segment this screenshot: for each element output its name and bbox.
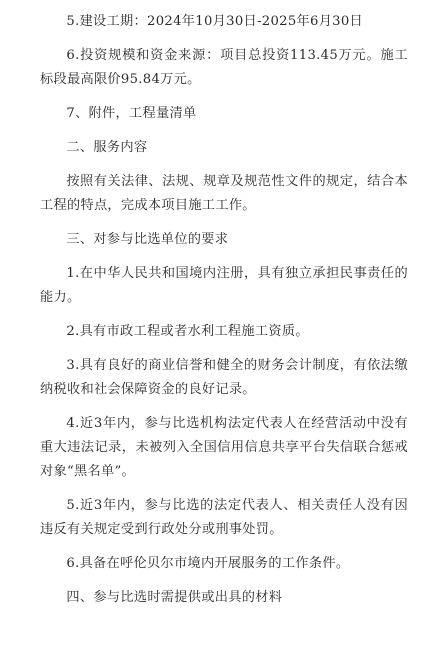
requirement-item-1: 1.在中华人民共和国境内注册，具有独立承担民事责任的能力。 [40, 266, 408, 305]
requirement-item-4: 4.近3年内，参与比选机构法定代表人在经营活动中没有重大违法记录，未被列入全国信用信息共享平台失信联合惩戒对象“黑名单”。 [40, 416, 408, 479]
heading-required-materials: 四、参与比选时需提供或出具的材料 [66, 590, 283, 605]
paragraph-attachment: 7、附件，工程量清单 [66, 106, 197, 121]
paragraph-service-content: 按照有关法律、法规、规章及规范性文件的规定，结合本工程的特点，完成本项目施工工作。 [40, 174, 408, 213]
paragraph-investment-scale: 6.投资规模和资金来源：项目总投资113.45万元。施工标段最高限价95.84万元。 [40, 48, 408, 87]
requirement-item-2: 2.具有市政工程或者水利工程施工资质。 [66, 324, 309, 339]
heading-bidder-requirements: 三、对参与比选单位的要求 [66, 232, 229, 247]
heading-service-content: 二、服务内容 [66, 140, 148, 155]
requirement-item-6: 6.具备在呼伦贝尔市境内开展服务的工作条件。 [66, 556, 350, 571]
requirement-item-3: 3.具有良好的商业信誉和健全的财务会计制度，有依法缴纳税收和社会保障资金的良好记录。 [40, 358, 408, 397]
paragraph-construction-period: 5.建设工期：2024年10月30日-2025年6月30日 [66, 14, 364, 29]
requirement-item-5: 5.近3年内，参与比选的法定代表人、相关责任人没有因违反有关规定受到行政处分或刑事处罚。 [40, 498, 408, 537]
